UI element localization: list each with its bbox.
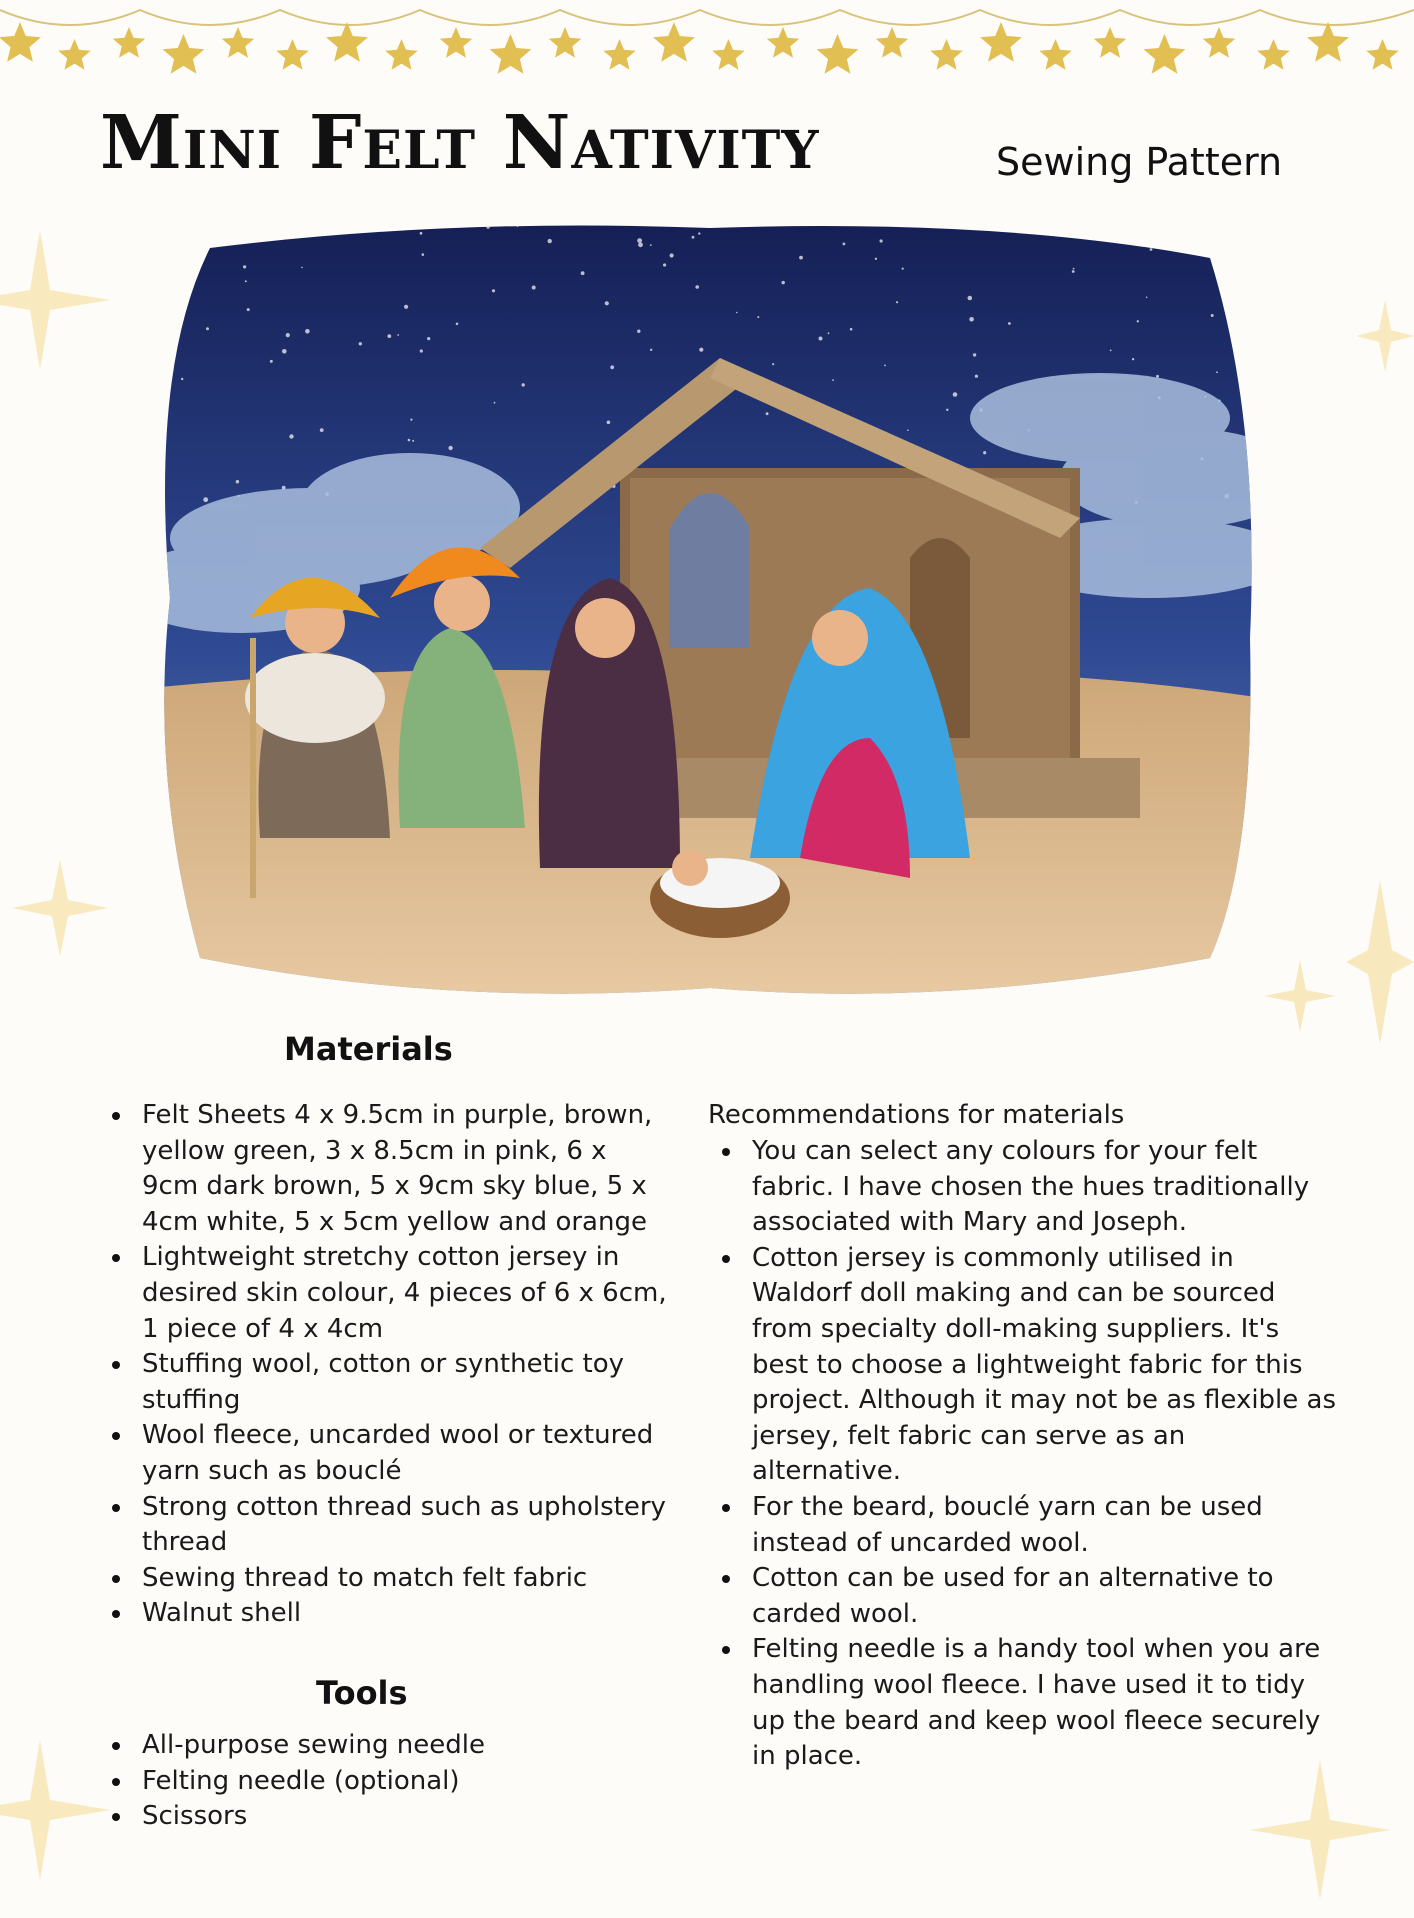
sky-star-icon [875,258,877,260]
sky-star-icon [907,429,909,431]
list-item: Strong cotton thread such as upholstery thread [110,1490,670,1561]
sky-star-icon [320,428,324,432]
sky-star-icon [203,497,208,502]
sky-star-icon [412,440,414,442]
sky-star-icon [968,296,973,301]
star-icon [326,22,368,62]
star-icon [490,34,532,74]
nativity-photo-illustration [150,218,1262,1000]
sky-star-icon [1211,314,1214,317]
sky-star-icon [902,268,904,270]
star-icon [385,39,417,70]
sky-star-icon [239,223,242,226]
star-icon [1094,27,1126,58]
sky-star-icon [359,342,362,345]
sky-star-icon [1072,270,1075,273]
star-icon [440,27,472,58]
star-icon [712,39,744,70]
sky-star-icon [156,324,159,327]
sky-star-icon [247,308,250,311]
sky-star-icon [408,439,411,442]
sky-star-icon [766,412,769,415]
sky-star-icon [387,334,391,338]
sky-star-icon [973,353,976,356]
star-icon [1039,39,1071,70]
sky-star-icon [422,253,425,256]
sky-star-icon [305,329,310,334]
sky-star-icon [782,281,785,284]
sky-star-icon [492,289,495,292]
sky-star-icon [1110,350,1112,352]
sky-star-icon [494,402,496,404]
sky-star-icon [420,232,423,235]
sky-star-icon [427,337,430,340]
sky-star-icon [953,392,958,397]
sky-star-icon [522,383,525,386]
tools-list [110,1728,670,1835]
sparkle-icon [1250,1760,1390,1900]
sky-star-icon [289,434,293,438]
sky-star-icon [663,263,666,266]
sky-star-icon [896,301,898,303]
star-icon [817,34,859,74]
sky-star-icon [206,327,209,330]
sky-star-icon [799,256,803,260]
sky-star-icon [1254,471,1258,475]
sky-star-icon [698,232,700,234]
star-garland [0,0,1414,90]
list-item: Scissors [110,1799,670,1835]
sparkle-icon [1356,300,1414,372]
sky-star-icon [175,314,178,317]
star-icon [163,34,205,74]
sky-star-icon [983,451,986,454]
sky-star-icon [1245,351,1247,353]
sky-star-icon [301,267,303,269]
list-item: Stuffing wool, cotton or synthetic toy stuffing [110,1347,670,1418]
star-icon [980,22,1022,62]
sky-star-icon [607,421,611,425]
sky-star-icon [410,419,412,421]
sky-star-icon [638,242,643,247]
list-item: Sewing thread to match felt fabric [110,1561,670,1597]
sky-star-icon [637,330,640,333]
list-item: Walnut shell [110,1596,670,1632]
sky-star-icon [334,218,338,221]
star-icon [1366,39,1398,70]
star-icon [1307,22,1349,62]
sky-star-icon [241,237,243,239]
star-icon [1203,27,1235,58]
sky-star-icon [605,301,609,305]
nativity-photo [150,218,1262,1000]
sky-star-icon [150,363,152,366]
sky-star-icon [884,365,886,367]
sky-star-icon [650,349,652,351]
sky-star-icon [420,349,423,352]
sky-star-icon [286,333,290,337]
sky-star-icon [772,363,774,365]
sky-star-icon [270,360,273,363]
sky-star-icon [650,244,652,246]
sky-star-icon [969,317,974,322]
sky-star-icon [757,316,759,318]
sky-star-icon [1008,322,1011,325]
sky-star-icon [581,271,585,275]
sky-star-icon [736,312,738,314]
tools-heading: Tools [316,1674,408,1712]
recommendations-title: Recommendations for materials [708,1100,1125,1130]
list-item: Cotton jersey is commonly utilised in Waldorf doll making and can be sourced from specialty doll-making suppliers. It's best to choose a lightweight fabric for this project. Although it may not be as flexible as jersey, felt fabric can serve as an alternative. [720,1241,1340,1490]
star-icon [930,39,962,70]
list-item: All-purpose sewing needle [110,1728,670,1764]
star-icon [0,22,41,62]
star-icon [549,27,581,58]
sky-star-icon [1156,375,1159,378]
star-icon [222,27,254,58]
star-icon [767,27,799,58]
sky-star-icon [699,348,703,352]
sky-star-icon [236,480,239,483]
list-item: Lightweight stretchy cotton jersey in desired skin colour, 4 pieces of 6 x 6cm, 1 piece of 4 x 4cm [110,1240,670,1347]
sky-star-icon [1150,248,1153,251]
sky-star-icon [456,323,459,326]
sky-star-icon [532,286,536,290]
sky-star-icon [637,238,642,243]
sky-star-icon [850,328,853,331]
sky-star-icon [397,334,399,336]
list-item: Felting needle is a handy tool when you are handling wool fleece. I have used it to tidy up the beard and keep wool fleece securely in place. [720,1632,1340,1774]
sparkle-icon [0,1740,110,1880]
sky-star-icon [548,239,552,243]
list-item: Wool fleece, uncarded wool or textured yarn such as bouclé [110,1418,670,1489]
sky-star-icon [1216,371,1218,373]
sky-star-icon [1132,358,1134,360]
sky-star-icon [832,379,834,381]
sky-star-icon [404,305,408,309]
sky-star-icon [282,349,287,354]
materials-heading: Materials [284,1030,453,1068]
sparkle-icon [0,230,110,370]
star-icon [1144,34,1186,74]
sky-star-icon [181,378,183,380]
sky-star-icon [975,375,978,378]
star-icon [653,22,695,62]
sky-star-icon [243,265,246,268]
sky-star-icon [828,332,830,334]
sky-star-icon [610,365,614,369]
sky-star-icon [819,337,823,341]
sky-star-icon [1073,268,1075,270]
sky-star-icon [843,243,846,246]
sky-star-icon [517,225,519,227]
sparkle-icon [12,860,108,956]
sparkle-icon [1264,960,1336,1032]
star-icon [113,27,145,58]
sky-star-icon [692,236,695,239]
list-item: Cotton can be used for an alternative to carded wool. [720,1561,1340,1632]
sky-star-icon [158,443,161,446]
sky-star-icon [1137,320,1139,322]
list-item: Felt Sheets 4 x 9.5cm in purple, brown, yellow green, 3 x 8.5cm in pink, 6 x 9cm dark brown, 5 x 9cm sky blue, 5 x 4cm white, 5 x 5cm yellow and orange [110,1098,670,1240]
sky-star-icon [1249,406,1253,410]
recommendations-list [720,1134,1340,1775]
list-item: For the beard, bouclé yarn can be used instead of uncarded wool. [720,1490,1340,1561]
page-title: Mini Felt Nativity [100,100,820,186]
page-subtitle: Sewing Pattern [996,140,1283,184]
star-icon [1257,39,1289,70]
sky-star-icon [880,239,883,242]
sky-star-icon [670,253,674,257]
materials-list [110,1098,670,1632]
sparkle-icon [1346,880,1414,1044]
sky-star-icon [448,446,452,450]
sky-star-icon [245,280,247,282]
sky-star-icon [946,409,948,411]
list-item: You can select any colours for your felt fabric. I have chosen the hues traditionally associated with Mary and Joseph. [720,1134,1340,1241]
sky-star-icon [1250,415,1252,417]
sky-star-icon [153,403,155,405]
sky-star-icon [1146,297,1148,299]
sky-star-icon [695,285,699,289]
list-item: Felting needle (optional) [110,1764,670,1800]
star-icon [603,39,635,70]
star-icon [58,39,90,70]
sky-star-icon [486,225,490,229]
star-icon [876,27,908,58]
star-icon [276,39,308,70]
